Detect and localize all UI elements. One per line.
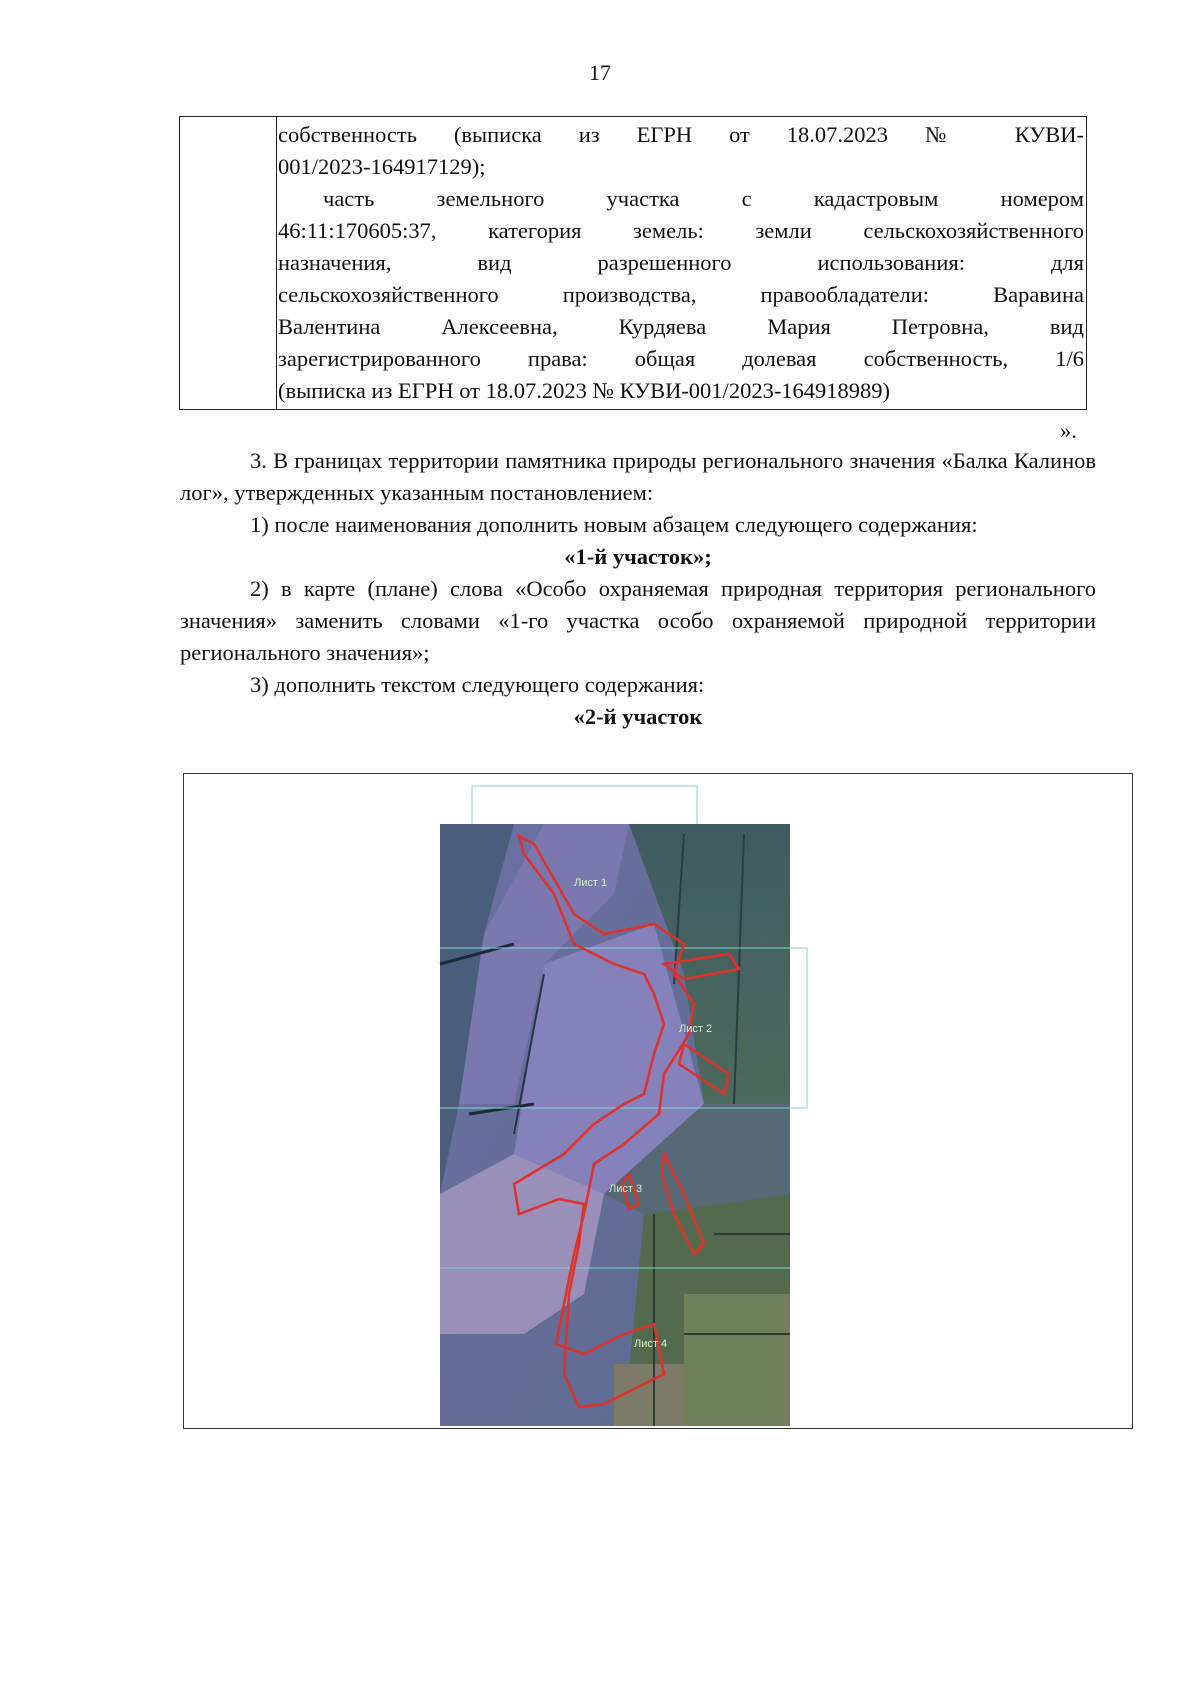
table-column-divider (276, 117, 277, 409)
closing-quote: ». (1060, 418, 1077, 443)
table-line: зарегистрированного права: общая долевая собственность, 1/6 (278, 346, 1084, 371)
table-line: сельскохозяйственного производства, правообладатели: Варавина (278, 282, 1084, 307)
heading-plot-1: «1-й участок»; (564, 544, 712, 569)
table-cell-text (278, 119, 1084, 407)
table-line: 001/2023-164917129); (278, 154, 486, 179)
table-line: собственность (выписка из ЕГРН от 18.07.2023 № КУВИ- (278, 122, 1084, 147)
table-line: 46:11:170605:37, категория земель: земли сельскохозяйственного (278, 218, 1084, 243)
paragraph-3-1: 1) после наименования дополнить новым абзацем следующего содержания: (250, 512, 978, 537)
paragraph-3-3: 3) дополнить текстом следующего содержания: (250, 672, 705, 697)
heading-plot-2: «2-й участок (573, 704, 703, 729)
body-text (180, 445, 1096, 733)
table-line: (выписка из ЕГРН от 18.07.2023 № КУВИ-001/2023-164918989) (278, 378, 891, 403)
paragraph-3-2: 2) в карте (плане) слова «Особо охраняемая природная территория регионального значения» заменить словами «1-го участка особо охраняемой природной территории регионального значения»; (180, 576, 1096, 665)
satellite-map (184, 774, 1131, 1427)
paragraph-3: 3. В границах территории памятника природы регионального значения «Балка Калинов лог», утвержденных указанным постановлением: (180, 448, 1096, 505)
table (179, 116, 1087, 410)
sheet-label: Лист 1 (574, 877, 608, 889)
table-line: назначения, вид разрешенного использования: для (278, 250, 1084, 275)
table-line: Валентина Алексеевна, Курдяева Мария Петровна, вид (278, 314, 1084, 339)
sheet-label: Лист 3 (609, 1183, 643, 1195)
page-number: 17 (589, 60, 611, 85)
sheet-label: Лист 2 (679, 1023, 713, 1035)
satellite-image (440, 824, 790, 1426)
map-frame (183, 773, 1133, 1429)
sheet-label: Лист 4 (634, 1338, 668, 1350)
table-line: часть земельного участка с кадастровым номером (323, 186, 1084, 211)
